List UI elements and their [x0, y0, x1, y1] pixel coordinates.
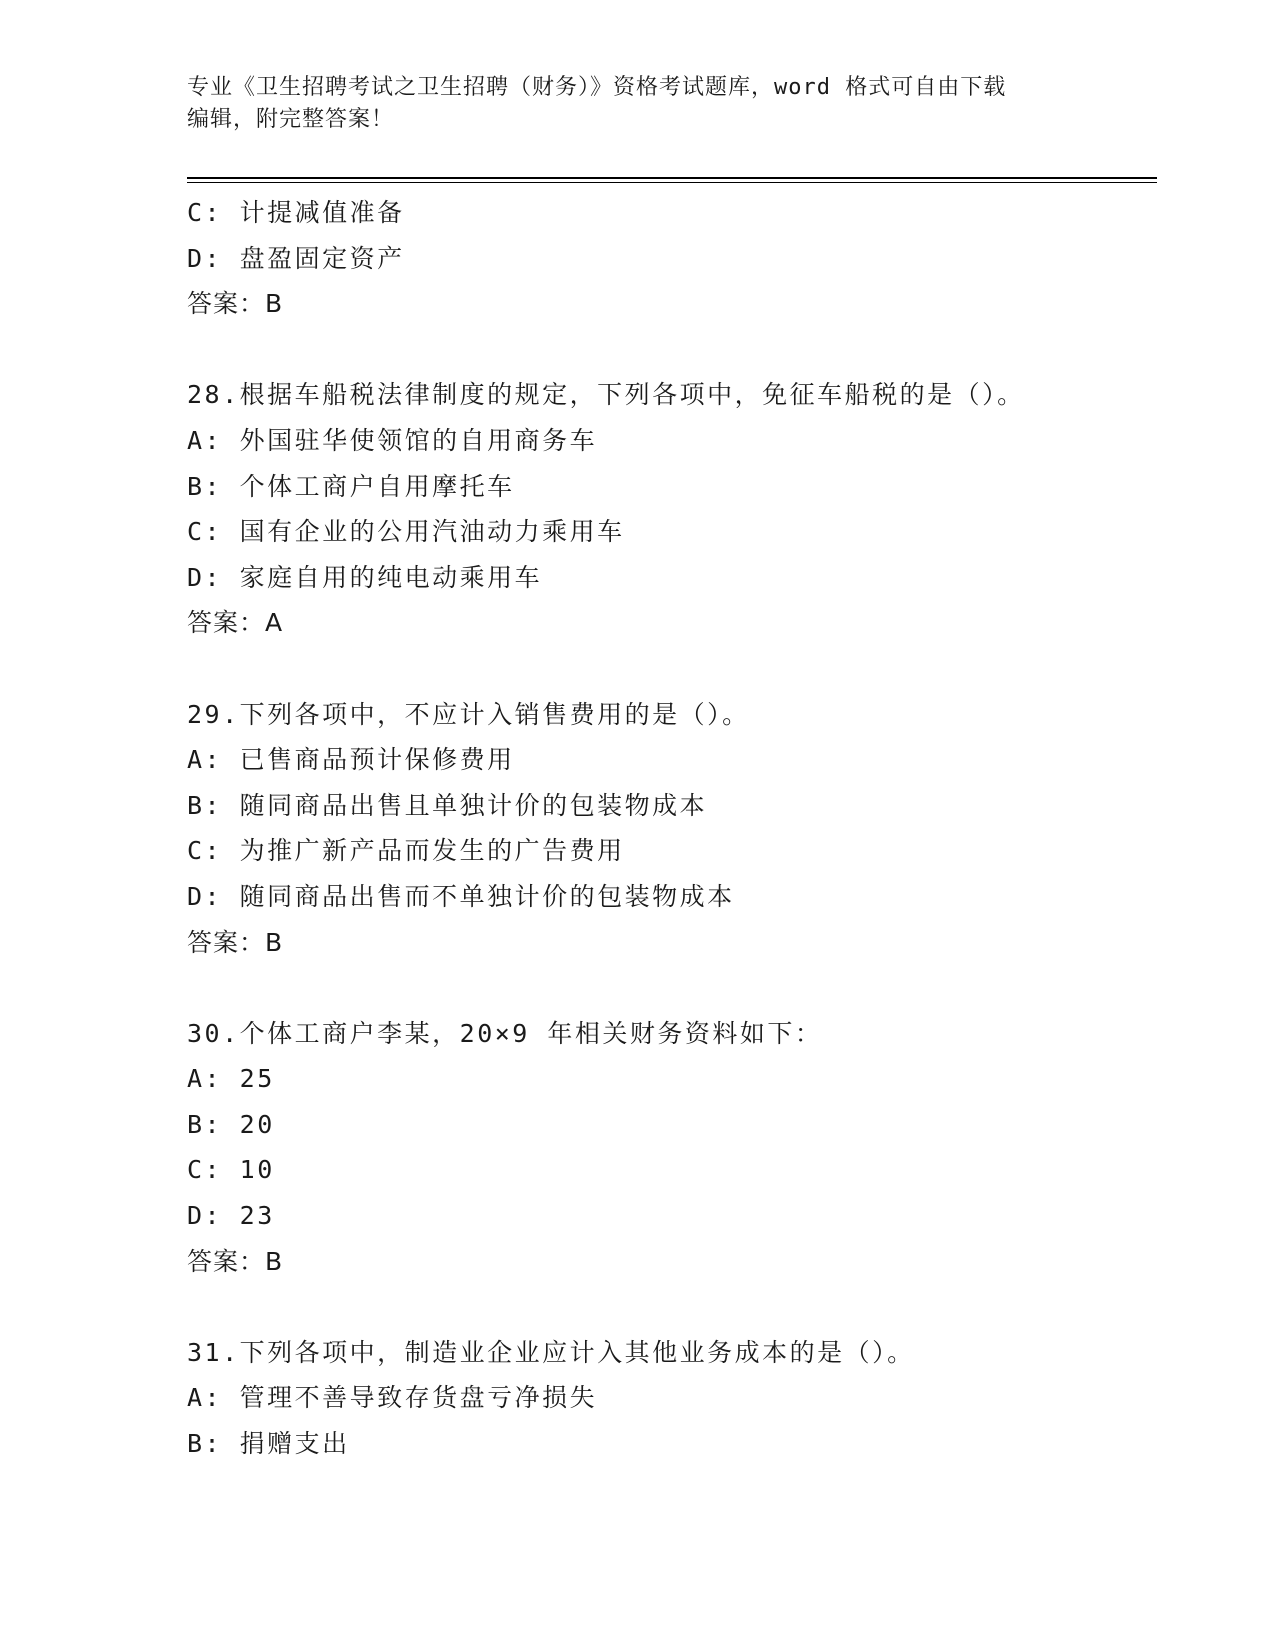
option-b: B: 个体工商户自用摩托车	[187, 471, 515, 501]
header-line-1: 专业《卫生招聘考试之卫生招聘（财务）》资格考试题库，word 格式可自由下载	[187, 75, 1007, 100]
option-a: A: 25	[187, 1064, 275, 1094]
option-a: A: 管理不善导致存货盘亏净损失	[187, 1383, 598, 1413]
question-31	[187, 1330, 1157, 1467]
answer-line: 答案：B	[187, 1246, 284, 1276]
question-27-continuation	[187, 190, 1157, 327]
header-line-2: 编辑，附完整答案！	[187, 107, 395, 132]
question-30	[187, 1011, 1157, 1285]
spacer	[187, 965, 1157, 1011]
answer-line: 答案：B	[187, 927, 284, 957]
option-b: B: 20	[187, 1109, 275, 1139]
option-c: C: 计提减值准备	[187, 198, 405, 227]
option-a: A: 外国驻华使领馆的自用商务车	[187, 425, 598, 455]
option-d: D: 23	[187, 1201, 275, 1231]
question-list	[187, 190, 1157, 1467]
question-stem: 29.下列各项中，不应计入销售费用的是（）。	[187, 699, 750, 729]
answer-line: 答案：A	[187, 608, 284, 638]
question-stem: 28.根据车船税法律制度的规定，下列各项中，免征车船税的是（）。	[187, 380, 1025, 410]
option-c: C: 国有企业的公用汽油动力乘用车	[187, 517, 625, 547]
header-divider-thick	[187, 177, 1157, 179]
option-c: C: 10	[187, 1155, 275, 1185]
option-b: B: 随同商品出售且单独计价的包装物成本	[187, 790, 708, 820]
option-d: D: 家庭自用的纯电动乘用车	[187, 562, 543, 592]
question-29	[187, 692, 1157, 966]
question-stem: 30.个体工商户李某，20×9 年相关财务资料如下：	[187, 1018, 823, 1048]
option-d: D: 随同商品出售而不单独计价的包装物成本	[187, 881, 735, 911]
option-b: B: 捐赠支出	[187, 1429, 350, 1459]
spacer	[187, 646, 1157, 692]
answer-line: 答案：B	[187, 289, 284, 319]
document-header	[187, 72, 1087, 136]
option-c: C: 为推广新产品而发生的广告费用	[187, 836, 625, 866]
spacer	[187, 1284, 1157, 1330]
option-d: D: 盘盈固定资产	[187, 243, 405, 273]
spacer	[187, 327, 1157, 373]
header-divider-thin	[187, 182, 1157, 183]
question-stem: 31.下列各项中，制造业企业应计入其他业务成本的是（）。	[187, 1337, 915, 1367]
question-28	[187, 372, 1157, 646]
option-a: A: 已售商品预计保修费用	[187, 745, 515, 775]
